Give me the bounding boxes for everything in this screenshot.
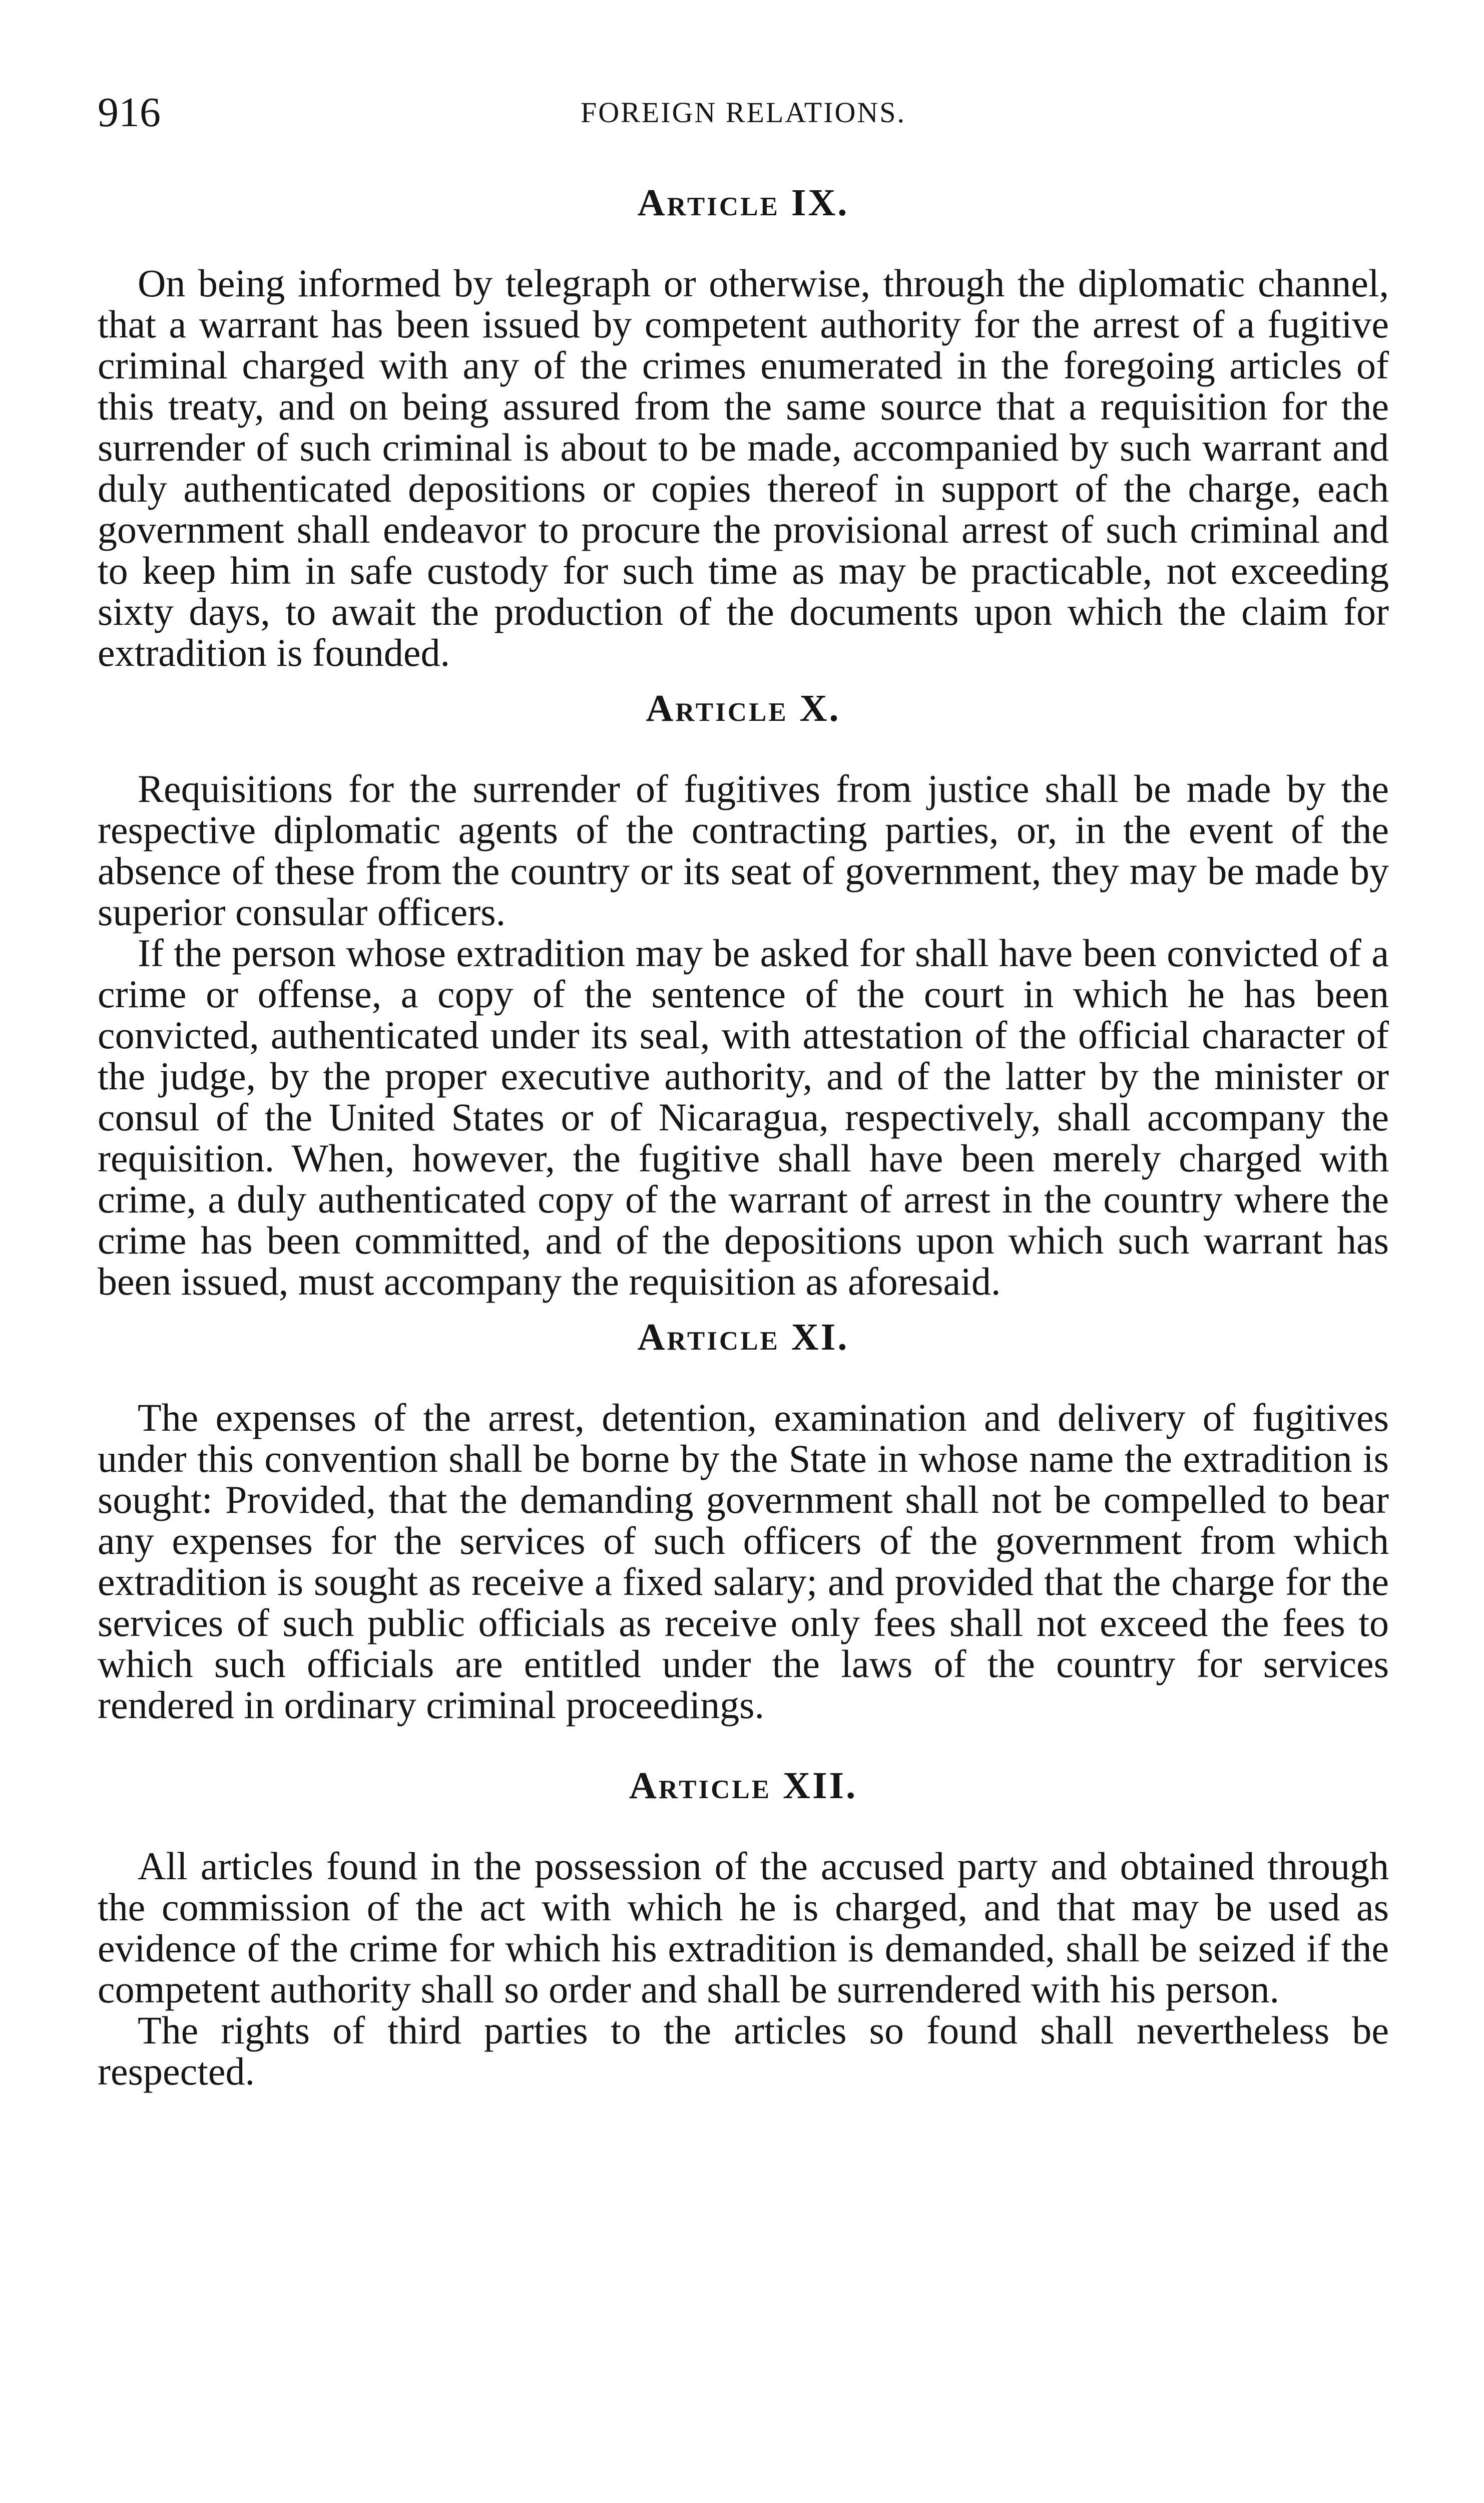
running-head	[98, 85, 1389, 140]
paragraph: Requisitions for the surrender of fugitives from justice shall be made by the respective diplomatic agents of the contracting parties, or, in the event of the absence of these from the country or its seat of government, they may be made by superior consular officers.	[98, 767, 1389, 934]
running-title: FOREIGN RELATIONS.	[580, 96, 906, 129]
paragraph: The rights of third parties to the articles so found shall nevertheless be respected.	[98, 2008, 1389, 2093]
paragraph: On being informed by telegraph or otherwise, through the diplomatic channel, that a warrant has been issued by competent authority for the arrest of a fugitive criminal charged with any of the crimes enumerated in the foregoing articles of this treaty, and on being assured from the same source that a requisition for the surrender of such criminal is about to be made, accompanied by such warrant and duly authenticated depositions or copies thereof in support of the charge, each government shall endeavor to procure the provisional arrest of such criminal and to keep him in safe custody for such time as may be practicable, not exceeding sixty days, to await the production of the documents upon which the claim for extradition is founded.	[98, 261, 1389, 674]
page-number: 916	[98, 89, 161, 136]
article-heading: Article XI.	[637, 1316, 849, 1358]
paragraph: All articles found in the possession of the accused party and obtained through the commission of the act with which he is charged, and that may be used as evidence of the crime for which his extradition is demanded, shall be seized if the competent authority shall so order and shall be surrendered with his person.	[98, 1844, 1389, 2011]
body-text	[98, 178, 1389, 2092]
article-heading: Article X.	[646, 687, 841, 729]
paragraph: If the person whose extradition may be asked for shall have been convicted of a crime or offense, a copy of the sentence of the court in which he has been convicted, authenticated under its seal, with attestation of the official character of the judge, by the proper executive authority, and of the latter by the minister or consul of the United States or of Nicaragua, respectively, shall accompany the requisition. When, however, the fugitive shall have been merely charged with crime, a duly authenticated copy of the warrant of arrest in the country where the crime has been committed, and of the depositions upon which such warrant has been issued, must accompany the requisition as aforesaid.	[98, 931, 1389, 1303]
article-xi	[98, 1312, 1389, 1726]
paragraph: The expenses of the arrest, detention, examination and delivery of fugitives under this convention shall be borne by the State in whose name the extradition is sought: Provided, that the demanding government shall not be compelled to bear any expenses for the services of such officers of the government from which extradition is sought as receive a fixed salary; and provided that the charge for the services of such public officials as receive only fees shall not exceed the fees to which such officials are entitled under the laws of the country for services rendered in ordinary criminal proceedings.	[98, 1396, 1389, 1727]
article-heading: Article IX.	[637, 182, 849, 224]
article-xii	[98, 1761, 1389, 2092]
article-heading: Article XII.	[629, 1765, 858, 1807]
article-ix	[98, 178, 1389, 673]
article-x	[98, 683, 1389, 1302]
